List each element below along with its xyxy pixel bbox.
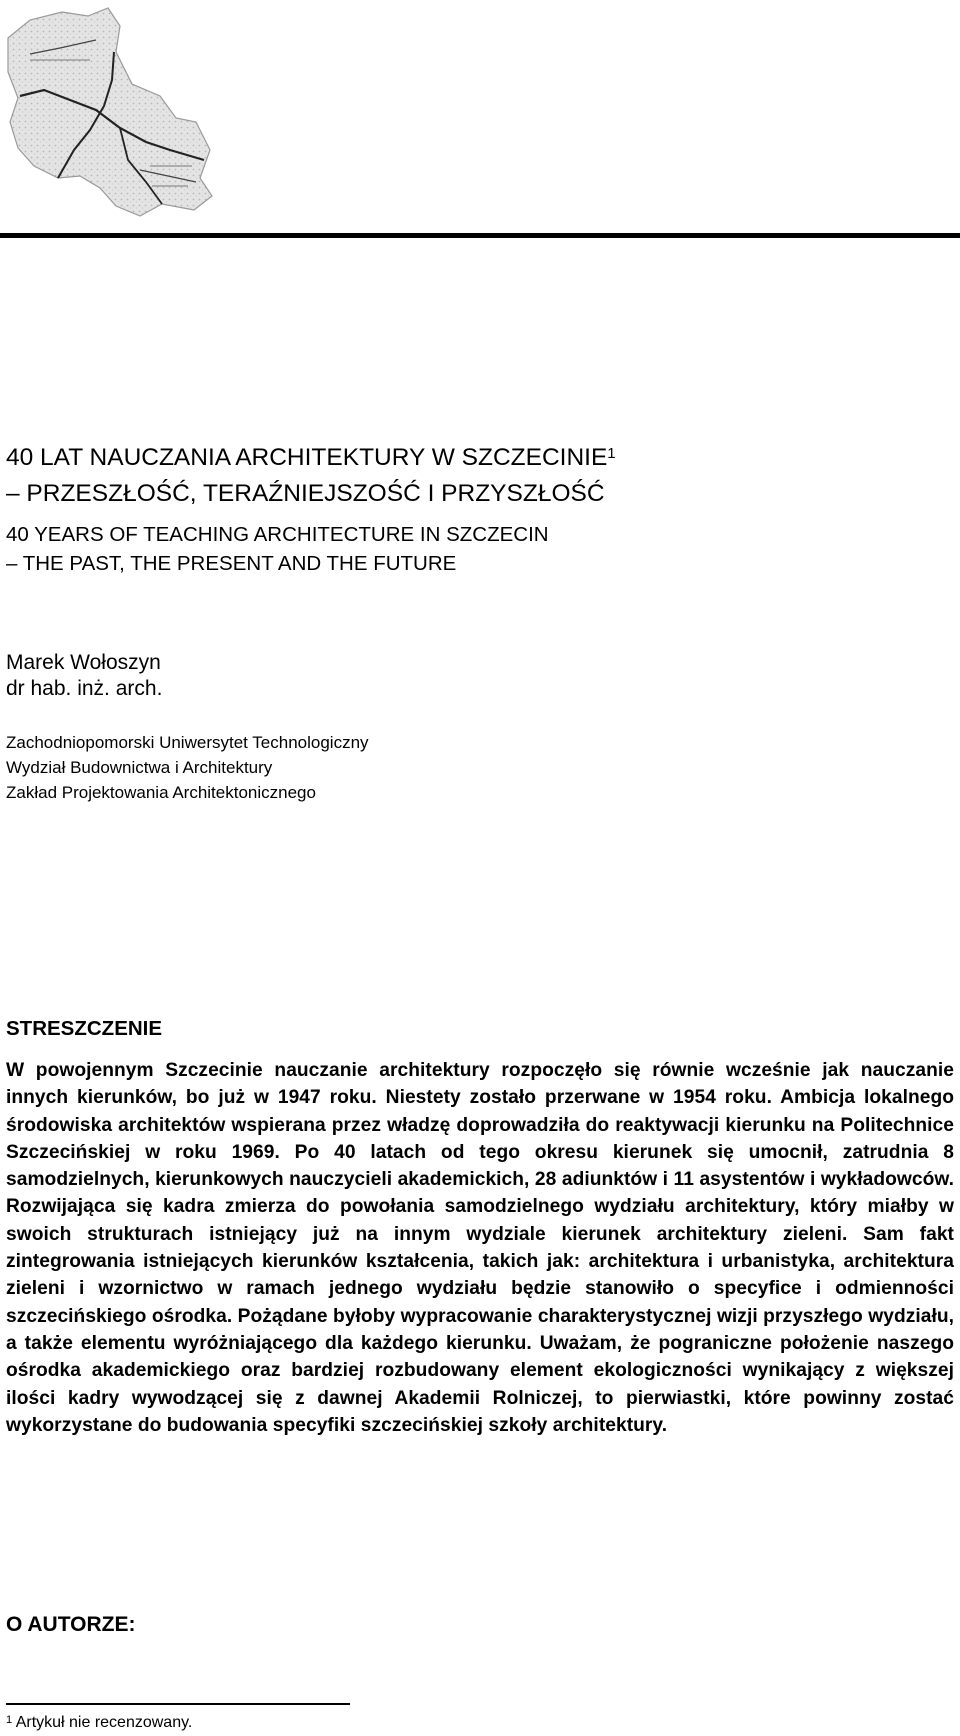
abstract-heading: STRESZCZENIE <box>6 1017 163 1040</box>
footnote-mark: 1 <box>6 1714 13 1726</box>
footnote-rule <box>6 1703 350 1705</box>
author-degree: dr hab. inż. arch. <box>6 677 163 700</box>
about-author-heading: O AUTORZE: <box>6 1613 136 1636</box>
affiliation-faculty: Wydział Budownictwa i Architektury <box>6 758 273 777</box>
footnote <box>6 1713 192 1733</box>
affiliation-department: Zakład Projektowania Architektonicznego <box>6 783 316 802</box>
title-pl-line2: – PRZESZŁOŚĆ, TERAŹNIEJSZOŚĆ I PRZYSZŁOŚĆ <box>6 480 605 507</box>
paper-title-en <box>6 520 946 578</box>
paper-title-pl <box>6 440 946 512</box>
footnote-text: Artykuł nie recenzowany. <box>12 1714 193 1731</box>
header-rule <box>0 233 960 238</box>
affiliation-university: Zachodniopomorski Uniwersytet Technologiczny <box>6 733 369 752</box>
author-name: Marek Wołoszyn <box>6 651 161 674</box>
affiliation <box>6 730 369 805</box>
title-en-line2: – THE PAST, THE PRESENT AND THE FUTURE <box>6 552 457 575</box>
title-footnote-mark: 1 <box>607 445 616 462</box>
map-logo <box>0 0 230 220</box>
abstract-text: W powojennym Szczecinie nauczanie architektury rozpoczęło się równie wcześnie jak nauczanie innych kierunków, bo już w 1947 roku. Niestety zostało przerwane w 1954 roku. Ambicja lokalnego środowiska architektów wspierana przez władzę doprowadziła do reaktywacji kierunku na Politechnice Szczecińskiej w roku 1969. Po 40 latach od tego okresu kierunek się umocnił, zatrudnia 8 samodzielnych, kierunkowych nauczycieli akademickich, 28 adiunktów i 11 asystentów i wykładowców. Rozwijająca się kadra zmierza do powołania samodzielnego wydziału architektury, który miałby w swoich strukturach istniejący już na innym wydziale kierunek architektury zieleni. Sam fakt zintegrowania istniejących kierunków kształcenia, takich jak: architektura i urbanistyka, architektura zieleni i wzornictwo w ramach jednego wydziału będzie stanowiło o specyfice i odmienności szczecińskiego ośrodka. Pożądane byłoby wypracowanie charakterystycznej wizji przyszłego wydziału, a także elementu wyróżniającego dla każdego kierunku. Uważam, że pograniczne położenie naszego ośrodka akademickiego oraz bardziej rozbudowany element ekologiczności wynikający z większej ilości kadry wywodzącej się z dawnej Akademii Rolniczej, to pierwiastki, które powinny zostać wykorzystane do budowania specyfiki szczecińskiej szkoły architektury. <box>6 1060 954 1436</box>
title-en-line1: 40 YEARS OF TEACHING ARCHITECTURE IN SZCZECIN <box>6 523 549 546</box>
title-pl-line1: 40 LAT NAUCZANIA ARCHITEKTURY W SZCZECINIE <box>6 444 608 471</box>
